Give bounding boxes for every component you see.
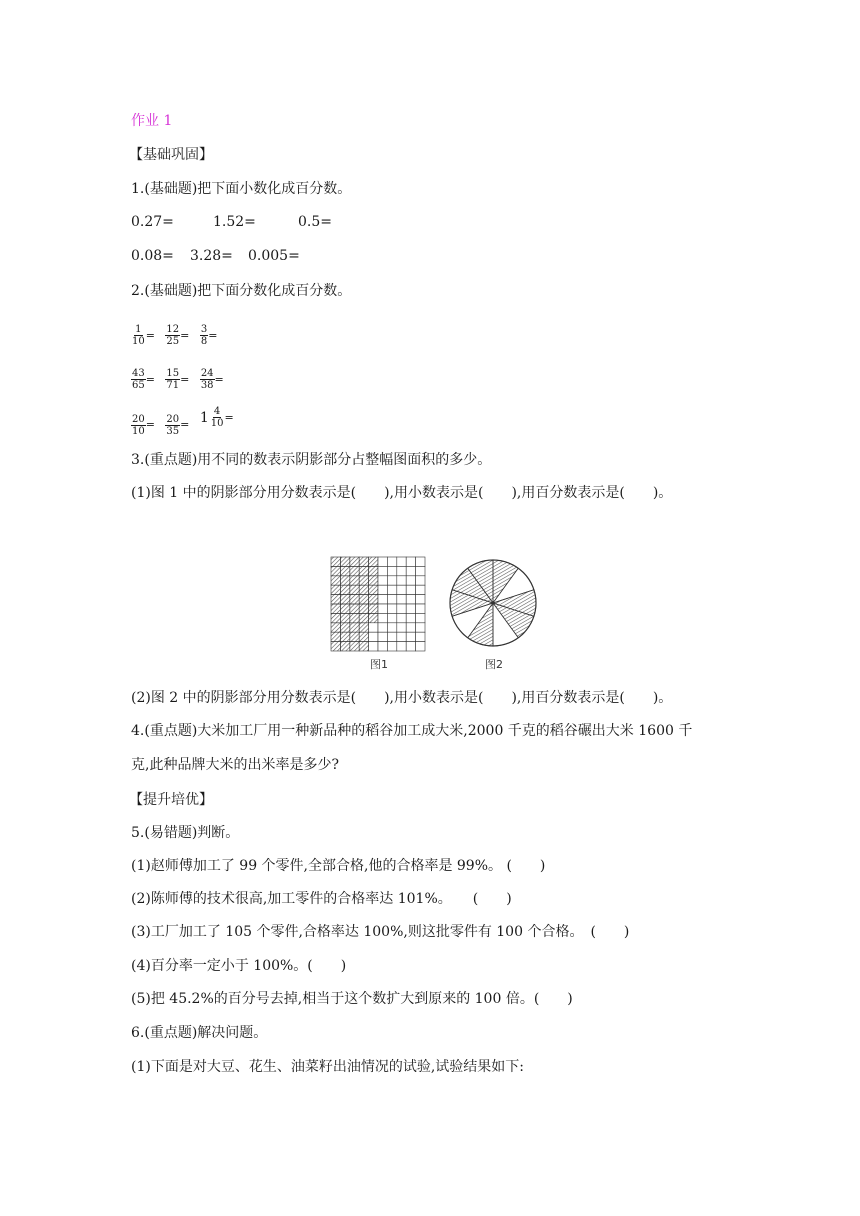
grid-cell (378, 604, 387, 613)
grid-cell (397, 585, 406, 594)
grid-cell (397, 566, 406, 575)
grid-cell-shaded (340, 595, 349, 604)
question-6-sub-1: (1)下面是对大豆、花生、油菜籽出油情况的试验,试验结果如下: (131, 1059, 524, 1075)
grid-cell (387, 613, 396, 622)
fraction-item: $\frac{43}{65}$ = (132, 368, 155, 391)
fraction-item: $\frac{15}{71}$ = (166, 368, 190, 391)
grid-cell-shaded (359, 595, 368, 604)
grid-cell (397, 613, 406, 622)
grid-cell (397, 623, 406, 632)
grid-cell-shaded (331, 642, 340, 651)
grid-cell-shaded (369, 576, 378, 585)
grid-cell (416, 632, 425, 641)
question-2-stem: 2.(基础题)把下面分数化成百分数。 (131, 283, 352, 299)
grid-cell (406, 585, 415, 594)
fraction-item: $\frac{3}{8}$ = (200, 324, 218, 347)
grid-cell (378, 642, 387, 651)
grid-cell (397, 642, 406, 651)
fraction-item: $\frac{12}{25}$ = (166, 324, 190, 347)
grid-cell-shaded (331, 604, 340, 613)
grid-cell-shaded (331, 566, 340, 575)
question-4-line-2: 克,此种品牌大米的出米率是多少? (131, 757, 339, 773)
grid-cell (387, 576, 396, 585)
grid-cell (397, 557, 406, 566)
grid-cell (387, 623, 396, 632)
figure-2-caption: 图2 (485, 658, 503, 671)
grid-cell (387, 557, 396, 566)
grid-cell (397, 604, 406, 613)
grid-cell (406, 595, 415, 604)
grid-cell-shaded (340, 632, 349, 641)
grid-cell-shaded (350, 632, 359, 641)
q1-item: 0.005= (248, 248, 300, 264)
fraction-row-3 (131, 406, 240, 437)
fraction-item: $\frac{1}{10}$ = (132, 324, 155, 347)
grid-cell (378, 585, 387, 594)
grid-cell (406, 576, 415, 585)
grid-cell-shaded (369, 566, 378, 575)
grid-cell (406, 557, 415, 566)
question-5-stem: 5.(易错题)判断。 (131, 825, 240, 841)
grid-cell-shaded (369, 585, 378, 594)
grid-cell (416, 623, 425, 632)
grid-cell-shaded (359, 632, 368, 641)
grid-cell (416, 604, 425, 613)
grid-cell-shaded (331, 623, 340, 632)
grid-cell-shaded (340, 623, 349, 632)
fraction-item: $\frac{20}{10}$ = (132, 413, 155, 437)
grid-cell-shaded (331, 613, 340, 622)
grid-cell (378, 632, 387, 641)
grid-cell (397, 632, 406, 641)
figure-2-circle (448, 558, 538, 648)
grid-cell-shaded (369, 604, 378, 613)
q1-item: 0.5= (298, 214, 332, 230)
grid-cell (406, 613, 415, 622)
question-6-stem: 6.(重点题)解决问题。 (131, 1025, 268, 1041)
fraction-item: $\frac{20}{35}$ = (166, 413, 190, 437)
grid-cell-shaded (350, 604, 359, 613)
grid-cell (416, 585, 425, 594)
grid-cell (369, 632, 378, 641)
figure-1-grid (330, 556, 426, 652)
grid-cell (416, 566, 425, 575)
question-3-stem: 3.(重点题)用不同的数表示阴影部分占整幅图面积的多少。 (131, 452, 492, 468)
grid-cell (416, 613, 425, 622)
question-3-sub-1: (1)图 1 中的阴影部分用分数表示是( ),用小数表示是( ),用百分数表示是( )。 (131, 485, 673, 501)
judgement-item: (4)百分率一定小于 100%。( ) (131, 958, 347, 974)
grid-cell-shaded (340, 604, 349, 613)
q1-item: 3.28= (190, 248, 233, 264)
grid-cell (387, 585, 396, 594)
grid-cell-shaded (350, 642, 359, 651)
grid-cell-shaded (350, 576, 359, 585)
grid-cell-shaded (331, 576, 340, 585)
grid-cell-shaded (340, 613, 349, 622)
grid-cell-shaded (340, 642, 349, 651)
fraction-row-1 (131, 318, 223, 347)
grid-cell (416, 642, 425, 651)
grid-cell (406, 642, 415, 651)
q1-item: 1.52= (213, 214, 256, 230)
section-heading-advanced: 【提升培优】 (129, 792, 213, 808)
grid-cell-shaded (359, 604, 368, 613)
grid-cell (378, 566, 387, 575)
grid-cell-shaded (350, 557, 359, 566)
grid-cell-shaded (369, 595, 378, 604)
fraction-row-2 (131, 362, 230, 391)
fraction-item: $\frac{24}{38}$ = (200, 368, 224, 391)
grid-cell-shaded (340, 566, 349, 575)
grid-cell-shaded (331, 557, 340, 566)
grid-cell (416, 576, 425, 585)
grid-cell (397, 595, 406, 604)
grid-cell-shaded (369, 613, 378, 622)
grid-cell-shaded (340, 585, 349, 594)
question-1-row-2 (131, 246, 300, 266)
grid-cell (387, 595, 396, 604)
mixed-fraction-item: 1 $\frac{4}{10}$ = (199, 406, 234, 429)
grid-cell (378, 613, 387, 622)
grid-cell (397, 576, 406, 585)
grid-cell-shaded (369, 557, 378, 566)
grid-cell (378, 623, 387, 632)
judgement-item: (2)陈师傅的技术很高,加工零件的合格率达 101%。 ( ) (131, 891, 512, 907)
grid-cell (378, 557, 387, 566)
grid-cell (387, 632, 396, 641)
grid-cell (416, 557, 425, 566)
grid-cell-shaded (350, 623, 359, 632)
question-1-row-1 (131, 212, 332, 232)
grid-cell-shaded (350, 613, 359, 622)
grid-cell-shaded (359, 623, 368, 632)
grid-cell-shaded (359, 576, 368, 585)
grid-cell (387, 604, 396, 613)
judgement-item: (5)把 45.2%的百分号去掉,相当于这个数扩大到原来的 100 倍。( ) (131, 991, 573, 1007)
grid-cell-shaded (359, 613, 368, 622)
q1-item: 0.27= (131, 214, 174, 230)
grid-cell (416, 595, 425, 604)
grid-cell-shaded (331, 595, 340, 604)
figures (326, 552, 538, 672)
grid-cell (406, 632, 415, 641)
question-4-line-1: 4.(重点题)大米加工厂用一种新品种的稻谷加工成大米,2000 千克的稻谷碾出大米 1600 千 (131, 723, 693, 739)
question-1-stem: 1.(基础题)把下面小数化成百分数。 (131, 181, 352, 197)
page-title: 作业 1 (131, 113, 173, 129)
grid-cell (378, 595, 387, 604)
grid-cell (387, 566, 396, 575)
grid-cell-shaded (340, 557, 349, 566)
grid-cell-shaded (331, 585, 340, 594)
grid-cell-shaded (359, 557, 368, 566)
grid-cell-shaded (350, 595, 359, 604)
grid-cell (369, 623, 378, 632)
question-3-sub-2: (2)图 2 中的阴影部分用分数表示是( ),用小数表示是( ),用百分数表示是( )。 (131, 690, 673, 706)
grid-cell-shaded (359, 566, 368, 575)
figure-1-caption: 图1 (370, 658, 388, 671)
section-heading-basic: 【基础巩固】 (129, 147, 213, 163)
grid-cell-shaded (359, 585, 368, 594)
grid-cell-shaded (359, 642, 368, 651)
grid-cell (387, 642, 396, 651)
grid-cell (378, 576, 387, 585)
judgement-item: (1)赵师傅加工了 99 个零件,全部合格,他的合格率是 99%。 ( ) (131, 858, 546, 874)
grid-cell (406, 566, 415, 575)
grid-cell-shaded (350, 585, 359, 594)
grid-cell (406, 604, 415, 613)
grid-cell-shaded (340, 576, 349, 585)
judgement-item: (3)工厂加工了 105 个零件,合格率达 100%,则这批零件有 100 个合格。 ( ) (131, 924, 630, 940)
grid-cell-shaded (331, 632, 340, 641)
q1-item: 0.08= (131, 248, 174, 264)
grid-cell (406, 623, 415, 632)
grid-cell-shaded (350, 566, 359, 575)
grid-cell (369, 642, 378, 651)
